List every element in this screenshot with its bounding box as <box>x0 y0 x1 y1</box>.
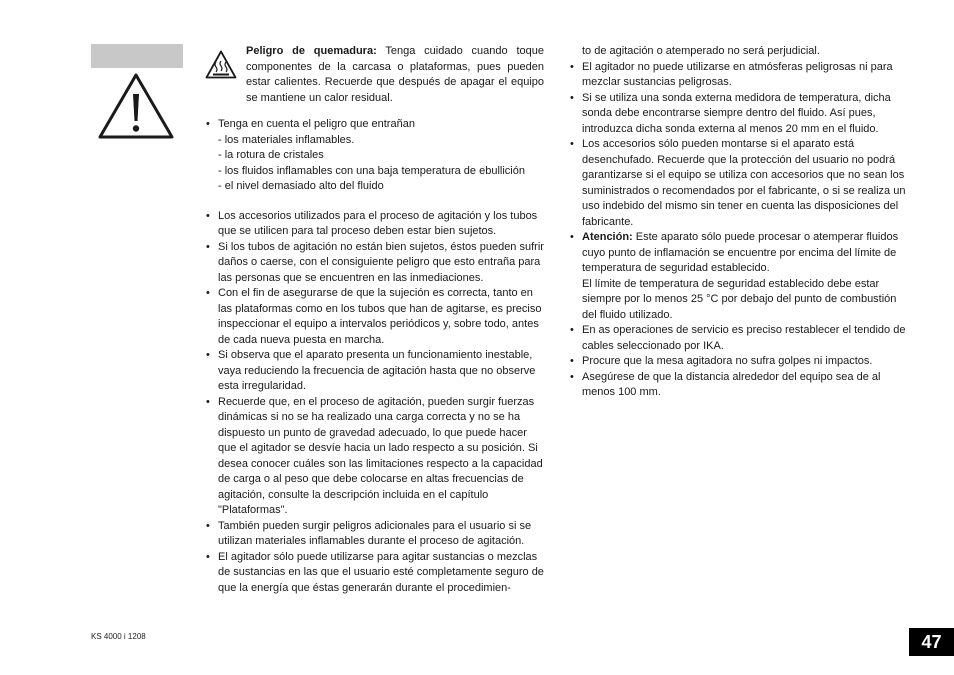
safety-bullet-list-left <box>204 209 544 597</box>
bullet-item: • Si observa que el aparato presenta un funcionamiento inestable, vaya reduciendo la frecuencia de agitación hasta que no observe esta irregularidad. <box>204 348 544 395</box>
bullet-item: • También pueden surgir peligros adicionales para el usuario si se utilizan materiales inflamables durante el proceso de agitación. <box>204 519 544 550</box>
bullet-item: • El agitador sólo puede utilizarse para agitar sustancias o mezclas de sustancias en las que el usuario esté completamente seguro de que la energía que éstas generarán durante el procedimien- <box>204 550 544 597</box>
bullet-item: • Asegúrese de que la distancia alrededor del equipo sea de al menos 100 mm. <box>568 370 908 401</box>
page-number: 47 <box>909 628 954 656</box>
attention-item <box>568 230 908 323</box>
warning-triangle-icon <box>97 72 175 140</box>
bullet-item: • Con el fin de asegurarse de que la sujeción es correcta, tanto en las plataformas como en los tubos que han de agitarse, es preciso inspeccionar el equipo a intervalos periódicos y, sobre todo, antes de cada nueva puesta en marcha. <box>204 286 544 348</box>
danger-list <box>204 117 544 195</box>
burn-warning <box>246 44 544 106</box>
bullet-item: • El agitador no puede utilizarse en atmósferas peligrosas ni para mezclar sustancias peligrosas. <box>568 60 908 91</box>
right-column <box>568 44 908 401</box>
burn-warning-title: Peligro de quemadura: <box>246 45 377 57</box>
continued-text: to de agitación o atemperado no será perjudicial. <box>582 45 820 57</box>
bullet-item: • Procure que la mesa agitadora no sufra golpes ni impactos. <box>568 354 908 370</box>
section-marker-bar <box>91 44 183 68</box>
bullet-item: • En as operaciones de servicio es preciso restablecer el tendido de cables seleccionado por IKA. <box>568 323 908 354</box>
safety-bullet-list-right <box>568 60 908 401</box>
bullet-item: • Los accesorios utilizados para el proceso de agitación y los tubos que se utilicen para tal proceso deben estar bien sujetos. <box>204 209 544 240</box>
danger-list-item <box>204 117 544 195</box>
bullet-item: • Si los tubos de agitación no están bien sujetos, éstos pueden sufrir daños o caerse, con el consiguiente peligro que esto entraña para las personas que se encuentren en las inmediaciones. <box>204 240 544 287</box>
bullet-item: • Los accesorios sólo pueden montarse si el aparato está desenchufado. Recuerde que la protección del usuario no podrá garantizarse si el equipo se utiliza con accesorios que no sean los suministrados o recomendados por el fabricante, o si se realiza un uso indebido del mismo sin tener en cuenta las disposiciones del fabricante. <box>568 137 908 230</box>
danger-item: - la rotura de cristales <box>218 149 324 161</box>
danger-item: - el nivel demasiado alto del fluido <box>218 180 384 192</box>
attention-label: Atención: <box>582 231 633 243</box>
danger-item: - los materiales inflamables. <box>218 133 355 146</box>
bullet-item: • Recuerde que, en el proceso de agitación, pueden surgir fuerzas dinámicas si no se ha realizado una carga correcta y no se ha dispuesto un punto de gravedad adecuado, lo que puede hacer que el agitador se desvíe hacia un lado respecto a su posición. Si desea conocer cuáles son las limitaciones respecto a la capacidad de carga o al peso que debe colocarse en altas frecuencias de agitación, consulte la descripción incluida en el capítulo "Plataformas". <box>204 395 544 519</box>
attention-extra: El límite de temperatura de seguridad establecido debe estar siempre por lo menos 25 °C por debajo del punto de combustión del fluido utilizado. <box>582 277 897 321</box>
burn-warning-text: Tenga cuidado cuando toque componentes de la carcasa o plataformas, pues pueden estar calientes. Recuerde que después de apagar el equipo se mantiene un calor residual. <box>246 45 544 104</box>
document-reference: KS 4000 i 1208 <box>91 632 146 641</box>
bullet-item: • Si se utiliza una sonda externa medidora de temperatura, dicha sonda debe encontrarse siempre dentro del fluido. Así pues, introduzca dicha sonda externa al menos 20 mm en el fluido. <box>568 91 908 138</box>
left-column <box>204 44 544 596</box>
danger-item: - los fluidos inflamables con una baja temperatura de ebullición <box>218 164 525 177</box>
danger-intro: • Tenga en cuenta el peligro que entrañan <box>218 118 415 130</box>
attention-text: Este aparato sólo puede procesar o atemperar fluidos cuyo punto de inflamación se encuentre por encima del límite de temperatura de seguridad establecido. <box>582 231 899 274</box>
